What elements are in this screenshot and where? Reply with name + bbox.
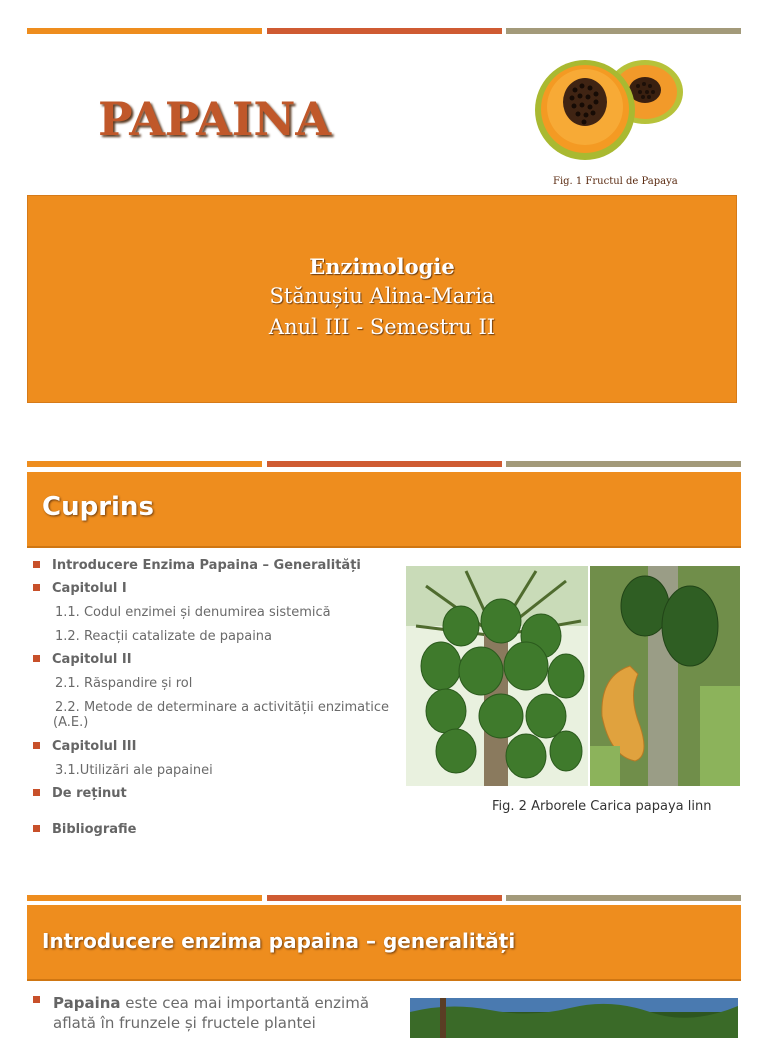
toc-item[interactable]: 3.1.Utilizări ale papainei <box>55 763 213 778</box>
bullet-icon <box>33 655 40 662</box>
toc-item[interactable]: 2.1. Răspandire și rol <box>55 676 193 691</box>
papaya-fruit-image <box>530 52 690 170</box>
rule-segment-3 <box>506 895 741 901</box>
toc-item[interactable]: 1.1. Codul enzimei și denumirea sistemică <box>55 605 331 620</box>
toc-item-continued: (A.E.) <box>53 715 89 730</box>
intro-title: Introducere enzima papaina – generalități <box>42 929 516 953</box>
papaya-plant-image <box>410 998 738 1038</box>
rule-segment-2 <box>267 461 502 467</box>
intro-rule <box>27 895 741 901</box>
slide-contents <box>0 458 768 878</box>
rule-segment-1 <box>27 28 262 34</box>
title-info-box <box>27 195 737 403</box>
toc-item[interactable]: 2.2. Metode de determinare a activității enzimatice <box>55 700 390 715</box>
figure-1-caption: Fig. 1 Fructul de Papaya <box>553 176 678 187</box>
bullet-icon <box>33 996 40 1003</box>
toc-item[interactable]: Capitolul I <box>52 581 127 596</box>
rule-segment-1 <box>27 895 262 901</box>
bullet-icon <box>33 561 40 568</box>
intro-line-2: aflată în frunzele și fructele plantei <box>53 1014 316 1032</box>
papaya-tree-image <box>406 566 588 786</box>
toc-item[interactable]: Bibliografie <box>52 822 137 837</box>
rule-segment-2 <box>267 28 502 34</box>
presentation-title: PAPAINA <box>98 92 332 146</box>
slide-title <box>0 0 768 440</box>
toc-item[interactable]: Capitolul III <box>52 739 137 754</box>
top-rule <box>27 28 741 34</box>
slide-introduction <box>0 893 768 1032</box>
contents-title: Cuprins <box>42 492 154 522</box>
contents-rule <box>27 461 741 467</box>
toc-item[interactable]: De reținut <box>52 786 127 801</box>
rule-segment-2 <box>267 895 502 901</box>
bullet-icon <box>33 584 40 591</box>
rule-segment-3 <box>506 28 741 34</box>
intro-paragraph <box>53 993 393 1033</box>
subject-name: Enzimologie <box>309 254 455 279</box>
year-semester: Anul III - Semestru II <box>268 315 496 339</box>
papaya-trunk-fruit-image <box>590 566 740 786</box>
rule-segment-1 <box>27 461 262 467</box>
author-name: Stănușiu Alina-Maria <box>269 284 495 308</box>
rule-segment-3 <box>506 461 741 467</box>
intro-header <box>27 905 741 981</box>
contents-header <box>27 472 741 548</box>
papaina-term: Papaina <box>53 994 121 1012</box>
toc-item[interactable]: Introducere Enzima Papaina – Generalități <box>52 558 361 573</box>
toc-item[interactable]: Capitolul II <box>52 652 132 667</box>
bullet-icon <box>33 742 40 749</box>
bullet-icon <box>33 825 40 832</box>
figure-2-caption: Fig. 2 Arborele Carica papaya linn <box>492 799 712 814</box>
toc-item[interactable]: 1.2. Reacții catalizate de papaina <box>55 629 273 644</box>
intro-line-1: este cea mai importantă enzimă <box>120 994 370 1012</box>
bullet-icon <box>33 789 40 796</box>
